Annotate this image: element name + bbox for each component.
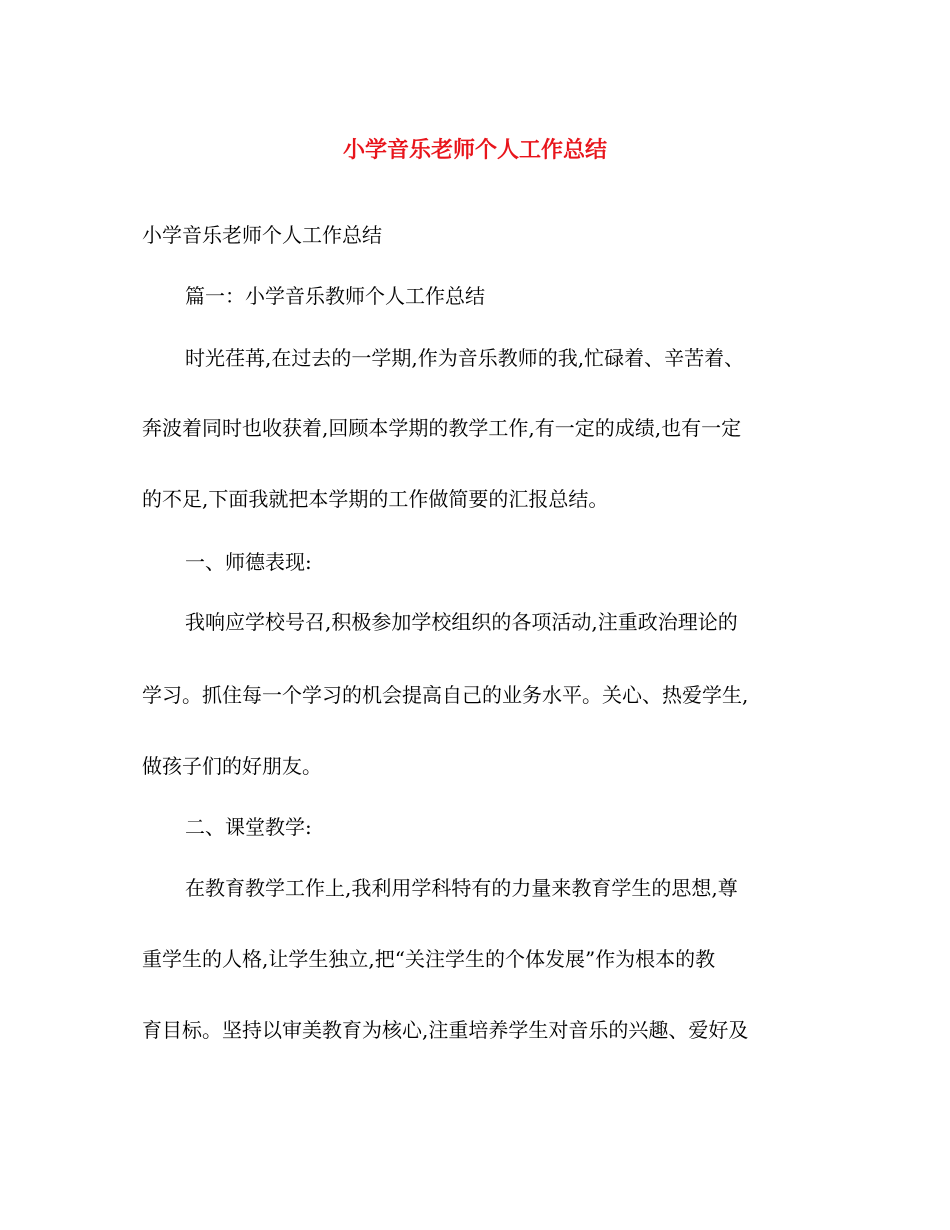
paragraph-line: 育目标。坚持以审美教育为核心,注重培养学生对音乐的兴趣、爱好及	[142, 1018, 749, 1042]
paragraph-line: 奔波着同时也收获着,回顾本学期的教学工作,有一定的成绩,也有一定	[142, 416, 742, 440]
section-heading-part-one: 篇一：小学音乐教师个人工作总结	[185, 284, 485, 308]
paragraph-line: 学习。抓住每一个学习的机会提高自己的业务水平。关心、热爱学生,	[142, 683, 749, 707]
subtitle-line: 小学音乐老师个人工作总结	[142, 223, 382, 247]
paragraph-line: 时光荏苒,在过去的一学期,作为音乐教师的我,忙碌着、辛苦着、	[185, 346, 745, 370]
paragraph-line: 重学生的人格,让学生独立,把“关注学生的个体发展”作为根本的教	[142, 947, 716, 971]
paragraph-line: 做孩子们的好朋友。	[142, 754, 322, 778]
section-heading-teaching: 二、课堂教学:	[185, 815, 312, 839]
paragraph-line: 在教育教学工作上,我利用学科特有的力量来教育学生的思想,尊	[185, 876, 738, 900]
paragraph-line: 的不足,下面我就把本学期的工作做简要的汇报总结。	[142, 487, 609, 511]
document-title: 小学音乐老师个人工作总结	[342, 137, 607, 163]
paragraph-line: 我响应学校号召,积极参加学校组织的各项活动,注重政治理论的	[185, 610, 738, 634]
section-heading-ethics: 一、师德表现:	[185, 550, 312, 574]
